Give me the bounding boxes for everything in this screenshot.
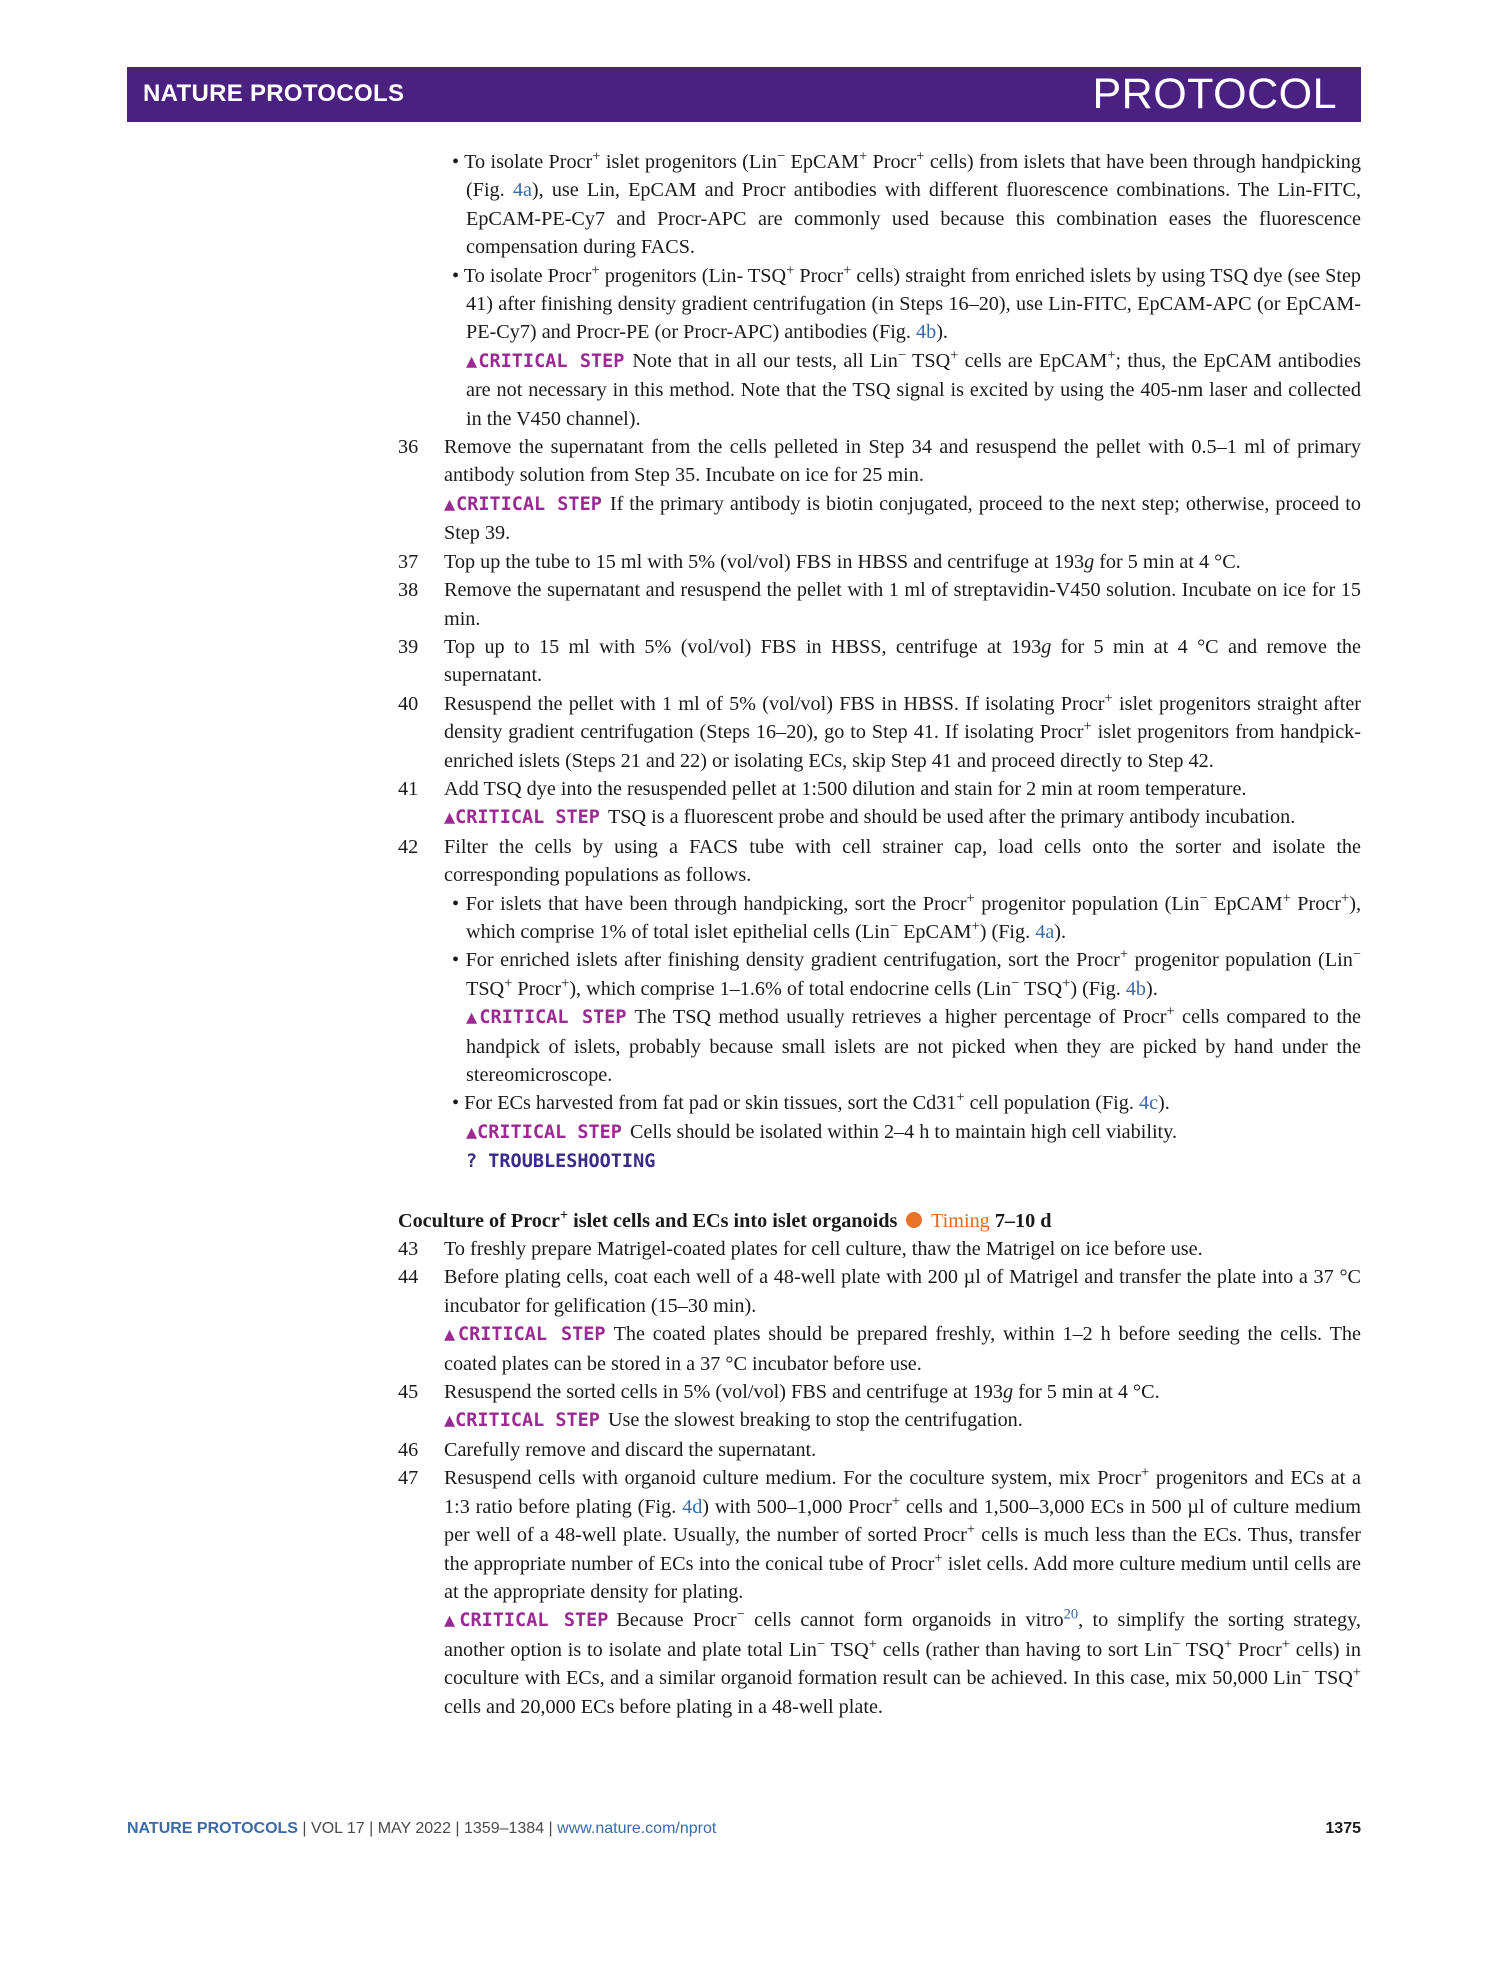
footer-journal: NATURE PROTOCOLS — [127, 1820, 298, 1837]
protocol-body — [398, 148, 1361, 1721]
journal-url-link[interactable]: www.nature.com/nprot — [557, 1820, 717, 1837]
step-39: 39 Top up to 15 ml with 5% (vol/vol) FBS in HBSS, centrifuge at 193g for 5 min at 4 °C and remove the supernatant. — [398, 635, 1361, 687]
step-42: 42 Filter the cells by using a FACS tube with cell strainer cap, load cells onto the sorter and isolate the corresponding populations as follows. — [398, 835, 1361, 887]
troubleshooting-label: ? TROUBLESHOOTING — [466, 1151, 656, 1173]
critical-step-note: ▲CRITICAL STEP TSQ is a fluorescent probe and should be used after the primary antibody incubation. — [444, 806, 1296, 829]
bullet-sort-handpicked: • For islets that have been through handpicking, sort the Procr+ progenitor population (Lin− EpCAM+ Procr+), which comprise 1% of total islet epithelial cells (Lin− EpCAM+) (Fig. 4a). — [452, 889, 1362, 943]
critical-step-note: ▲CRITICAL STEP Cells should be isolated within 2–4 h to maintain high cell viability. — [466, 1120, 1177, 1143]
step-46: 46 Carefully remove and discard the supernatant. — [398, 1438, 817, 1461]
bullet-sort-ecs: • For ECs harvested from fat pad or skin tissues, sort the Cd31+ cell population (Fig. 4c). — [452, 1089, 1170, 1115]
journal-header-bar — [127, 67, 1361, 122]
section-title: Coculture of Procr+ islet cells and ECs into islet organoids Timing 7–10 d — [398, 1206, 1052, 1232]
step-36: 36 Remove the supernatant from the cells pelleted in Step 34 and resuspend the pellet with 0.5–1 ml of primary antibody solution from Step 35. Incubate on ice for 25 min. — [398, 436, 1361, 487]
step-43: 43 To freshly prepare Matrigel-coated plates for cell culture, thaw the Matrigel on ice before use. — [398, 1238, 1203, 1261]
journal-name: NATURE PROTOCOLS — [143, 80, 405, 107]
bullet-isolate-handpicked: • To isolate Procr+ islet progenitors (Lin− EpCAM+ Procr+ cells) from islets that have been through handpicking (Fig. 4a), use Lin, EpCAM and Procr antibodies with different fluorescence combinations. The Lin-FITC, EpCAM-PE-Cy7 and Procr-APC are commonly used because this combination eases the fluorescence compensation during FACS. — [452, 148, 1361, 259]
critical-step-note: ▲CRITICAL STEP Because Procr− cells cannot form organoids in vitro$^{20}$, to simplify the sorting strategy, another option is to isolate and plate total Lin− TSQ+ cells (rather than having to sort Lin− TSQ+ Procr+ cells) in coculture with ECs, and a similar organoid formation result can be achieved. In this case, mix 50,000 Lin− TSQ+ cells and 20,000 ECs before plating in a 48-well plate. — [444, 1606, 1362, 1718]
critical-step-note: ▲CRITICAL STEP Note that in all our tests, all Lin− TSQ+ cells are EpCAM+; thus, the EpCAM antibodies are not necessary in this method. Note that the TSQ signal is excited by using the 405-nm laser and collected in the V450 channel). — [466, 347, 1361, 430]
step-41: 41 Add TSQ dye into the resuspended pellet at 1:500 dilution and stain for 2 min at room temperature. — [398, 777, 1247, 800]
critical-step-note: ▲CRITICAL STEP The TSQ method usually retrieves a higher percentage of Procr+ cells compared to the handpick of islets, probably because small islets are not picked when they are picked by hand under the stereomicroscope. — [466, 1003, 1361, 1086]
footer-volume-info: | VOL 17 | MAY 2022 | 1359–1384 | — [297, 1820, 558, 1837]
bullet-isolate-tsq: • To isolate Procr+ progenitors (Lin- TSQ+ Procr+ cells) straight from enriched islets by using TSQ dye (see Step 41) after finishing density gradient centrifugation (in Steps 16–20), use Lin-FITC, EpCAM-APC (or EpCAM-PE-Cy7) and Procr-PE (or Procr-APC) antibodies (Fig. 4b). — [452, 261, 1362, 344]
step-37: 37 Top up the tube to 15 ml with 5% (vol/vol) FBS in HBSS and centrifuge at 193g for 5 min at 4 °C. — [398, 550, 1241, 573]
critical-step-note: ▲CRITICAL STEP Use the slowest breaking to stop the centrifugation. — [444, 1409, 1023, 1432]
critical-step-note: ▲CRITICAL STEP The coated plates should be prepared freshly, within 1–2 h before seeding the cells. The coated plates can be stored in a 37 °C incubator before use. — [444, 1323, 1361, 1375]
page-number: 1375 — [1325, 1820, 1361, 1837]
step-47: 47 Resuspend cells with organoid culture medium. For the coculture system, mix Procr+ progenitors and ECs at a 1:3 ratio before plating (Fig. 4d) with 500–1,000 Procr+ cells and 1,500–3,000 ECs in 500 µl of culture medium per well of a 48-well plate. Usually, the number of sorted Procr+ cells is much less than the ECs. Thus, transfer the appropriate number of ECs into the conical tube of Procr+ islet cells. Add more culture medium until cells are at the appropriate density for plating. — [398, 1464, 1361, 1603]
critical-step-note: ▲CRITICAL STEP If the primary antibody is biotin conjugated, proceed to the next step; otherwise, proceed to Step 39. — [444, 492, 1361, 545]
step-45: 45 Resuspend the sorted cells in 5% (vol/vol) FBS and centrifuge at 193g for 5 min at 4 °C. — [398, 1381, 1160, 1404]
step-40: 40 Resuspend the pellet with 1 ml of 5% (vol/vol) FBS in HBSS. If isolating Procr+ islet progenitors straight after density gradient centrifugation (Steps 16–20), go to Step 41. If isolating Procr+ islet progenitors from handpick-enriched islets (Steps 21 and 22) or isolating ECs, skip Step 41 and proceed directly to Step 42. — [398, 689, 1361, 772]
step-44: 44 Before plating cells, coat each well of a 48-well plate with 200 µl of Matrigel and transfer the plate into a 37 °C incubator for gelification (15–30 min). — [398, 1266, 1361, 1317]
footer-citation — [127, 1820, 716, 1838]
step-38: 38 Remove the supernatant and resuspend the pellet with 1 ml of streptavidin-V450 solution. Incubate on ice for 15 min. — [398, 579, 1361, 630]
article-type: PROTOCOL — [1092, 70, 1337, 118]
bullet-sort-enriched: • For enriched islets after finishing density gradient centrifugation, sort the Procr+ progenitor population (Lin− TSQ+ Procr+), which comprise 1–1.6% of total endocrine cells (Lin− TSQ+) (Fig. 4b). — [452, 946, 1361, 1000]
